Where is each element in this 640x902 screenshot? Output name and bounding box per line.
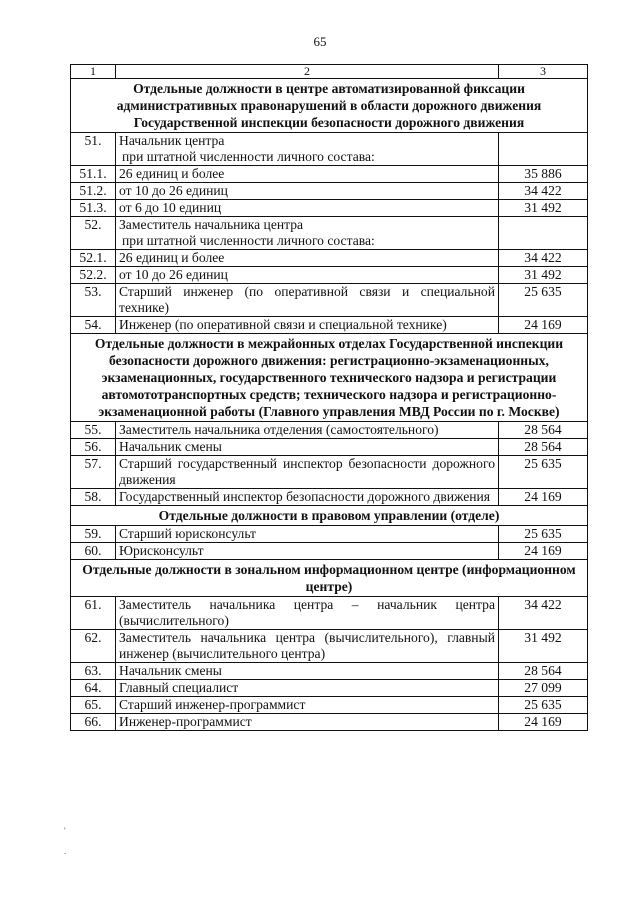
position-title: Заместитель начальника центра (вычислительного), главный инженер (вычислительного центра) bbox=[119, 630, 495, 661]
scan-speck: ' bbox=[64, 826, 66, 836]
row-number: 53. bbox=[71, 284, 116, 317]
position-cell bbox=[116, 456, 499, 489]
position-cell bbox=[116, 439, 499, 456]
row-number: 52.1. bbox=[71, 250, 116, 267]
position-cell bbox=[116, 526, 499, 543]
position-cell bbox=[116, 714, 499, 731]
salary-value: 25 635 bbox=[499, 526, 588, 543]
salary-value: 31 492 bbox=[499, 200, 588, 217]
table-row bbox=[71, 456, 588, 489]
table-row bbox=[71, 166, 588, 183]
position-cell bbox=[116, 267, 499, 284]
section-title: Отдельные должности в правовом управлении (отделе) bbox=[71, 506, 588, 526]
position-title: Государственный инспектор безопасности дорожного движения bbox=[119, 489, 491, 504]
position-cell bbox=[116, 697, 499, 714]
row-number: 58. bbox=[71, 489, 116, 506]
position-title: Начальник центра bbox=[119, 133, 225, 148]
row-number: 55. bbox=[71, 422, 116, 439]
position-cell bbox=[116, 166, 499, 183]
row-number: 51.1. bbox=[71, 166, 116, 183]
salary-value bbox=[499, 133, 588, 166]
salary-value: 24 169 bbox=[499, 317, 588, 334]
table-row bbox=[71, 217, 588, 250]
row-number: 65. bbox=[71, 697, 116, 714]
position-title: Начальник смены bbox=[119, 439, 222, 454]
section-header-row bbox=[71, 506, 588, 526]
position-cell bbox=[116, 284, 499, 317]
row-number: 51.2. bbox=[71, 183, 116, 200]
row-number: 63. bbox=[71, 663, 116, 680]
salary-table bbox=[70, 64, 588, 731]
salary-value: 27 099 bbox=[499, 680, 588, 697]
position-cell bbox=[116, 422, 499, 439]
position-cell bbox=[116, 597, 499, 630]
table-row bbox=[71, 714, 588, 731]
position-cell bbox=[116, 489, 499, 506]
position-title: Старший инженер (по оперативной связи и специальной технике) bbox=[119, 284, 495, 315]
position-cell bbox=[116, 630, 499, 663]
position-title: Заместитель начальника центра – начальник центра (вычислительного) bbox=[119, 597, 495, 628]
salary-value: 34 422 bbox=[499, 597, 588, 630]
row-number: 66. bbox=[71, 714, 116, 731]
salary-value: 28 564 bbox=[499, 422, 588, 439]
row-number: 59. bbox=[71, 526, 116, 543]
salary-value: 24 169 bbox=[499, 489, 588, 506]
table-row bbox=[71, 267, 588, 284]
table-body bbox=[71, 65, 588, 731]
position-title: Начальник смены bbox=[119, 663, 222, 678]
row-number: 52. bbox=[71, 217, 116, 250]
position-cell bbox=[116, 183, 499, 200]
table-row bbox=[71, 697, 588, 714]
position-cell bbox=[116, 200, 499, 217]
table-row bbox=[71, 133, 588, 166]
salary-value: 31 492 bbox=[499, 267, 588, 284]
position-title: от 6 до 10 единиц bbox=[119, 200, 222, 215]
salary-value: 34 422 bbox=[499, 183, 588, 200]
position-cell bbox=[116, 217, 499, 250]
position-title: Старший государственный инспектор безопасности дорожного движения bbox=[119, 456, 495, 487]
row-number: 57. bbox=[71, 456, 116, 489]
position-title: Заместитель начальника отделения (самостоятельного) bbox=[119, 422, 439, 437]
column-header-2: 2 bbox=[116, 65, 499, 79]
table-row bbox=[71, 663, 588, 680]
position-title: Главный специалист bbox=[119, 680, 239, 695]
salary-value: 25 635 bbox=[499, 697, 588, 714]
position-title: Юрисконсульт bbox=[119, 543, 204, 558]
table-row bbox=[71, 543, 588, 560]
position-subtitle: при штатной численности личного состава: bbox=[122, 149, 375, 164]
row-number: 64. bbox=[71, 680, 116, 697]
row-number: 51.3. bbox=[71, 200, 116, 217]
position-cell bbox=[116, 680, 499, 697]
position-cell bbox=[116, 317, 499, 334]
row-number: 56. bbox=[71, 439, 116, 456]
row-number: 60. bbox=[71, 543, 116, 560]
table-row bbox=[71, 317, 588, 334]
column-header-1: 1 bbox=[71, 65, 116, 79]
position-title: Старший юрисконсульт bbox=[119, 526, 256, 541]
row-number: 62. bbox=[71, 630, 116, 663]
row-number: 61. bbox=[71, 597, 116, 630]
row-number: 52.2. bbox=[71, 267, 116, 284]
salary-value: 25 635 bbox=[499, 284, 588, 317]
position-cell bbox=[116, 543, 499, 560]
salary-value: 31 492 bbox=[499, 630, 588, 663]
salary-value: 24 169 bbox=[499, 714, 588, 731]
page-number: 65 bbox=[313, 34, 327, 49]
section-header-row bbox=[71, 560, 588, 597]
position-cell bbox=[116, 133, 499, 166]
position-cell bbox=[116, 250, 499, 267]
position-title: Старший инженер-программист bbox=[119, 697, 306, 712]
table-row bbox=[71, 630, 588, 663]
salary-value: 35 886 bbox=[499, 166, 588, 183]
table-row bbox=[71, 489, 588, 506]
table-row bbox=[71, 200, 588, 217]
table-row bbox=[71, 183, 588, 200]
section-header-row bbox=[71, 79, 588, 133]
table-row bbox=[71, 284, 588, 317]
row-number: 54. bbox=[71, 317, 116, 334]
salary-value bbox=[499, 217, 588, 250]
column-header-row bbox=[71, 65, 588, 79]
scan-speck: . bbox=[64, 846, 67, 856]
position-title: от 10 до 26 единиц bbox=[119, 183, 228, 198]
position-title: Инженер-программист bbox=[119, 714, 252, 729]
section-title: Отдельные должности в межрайонных отделах Государственной инспекции безопасности дорожного движения: регистрационно-экзаменационных, экзаменационных, государственного технического надзора и регистрации автомототранспортных средств; технического надзора и регистрационно-экзаменационной работы (Главного управления МВД России по г. Москве) bbox=[71, 334, 588, 422]
position-title: Заместитель начальника центра bbox=[119, 217, 304, 232]
position-title: от 10 до 26 единиц bbox=[119, 267, 228, 282]
table-row bbox=[71, 680, 588, 697]
section-header-row bbox=[71, 334, 588, 422]
table-row bbox=[71, 439, 588, 456]
salary-value: 34 422 bbox=[499, 250, 588, 267]
salary-value: 28 564 bbox=[499, 663, 588, 680]
position-cell bbox=[116, 663, 499, 680]
section-title: Отдельные должности в центре автоматизированной фиксации административных правонарушений в области дорожного движения Государственной инспекции безопасности дорожного движения bbox=[71, 79, 588, 133]
position-title: 26 единиц и более bbox=[119, 166, 225, 181]
salary-value: 28 564 bbox=[499, 439, 588, 456]
salary-value: 25 635 bbox=[499, 456, 588, 489]
row-number: 51. bbox=[71, 133, 116, 166]
table-row bbox=[71, 250, 588, 267]
position-title: 26 единиц и более bbox=[119, 250, 225, 265]
section-title: Отдельные должности в зональном информационном центре (информационном центре) bbox=[71, 560, 588, 597]
salary-value: 24 169 bbox=[499, 543, 588, 560]
table-row bbox=[71, 422, 588, 439]
table-row bbox=[71, 526, 588, 543]
position-title: Инженер (по оперативной связи и специальной технике) bbox=[119, 317, 447, 332]
table-row bbox=[71, 597, 588, 630]
position-subtitle: при штатной численности личного состава: bbox=[122, 233, 375, 248]
column-header-3: 3 bbox=[499, 65, 588, 79]
